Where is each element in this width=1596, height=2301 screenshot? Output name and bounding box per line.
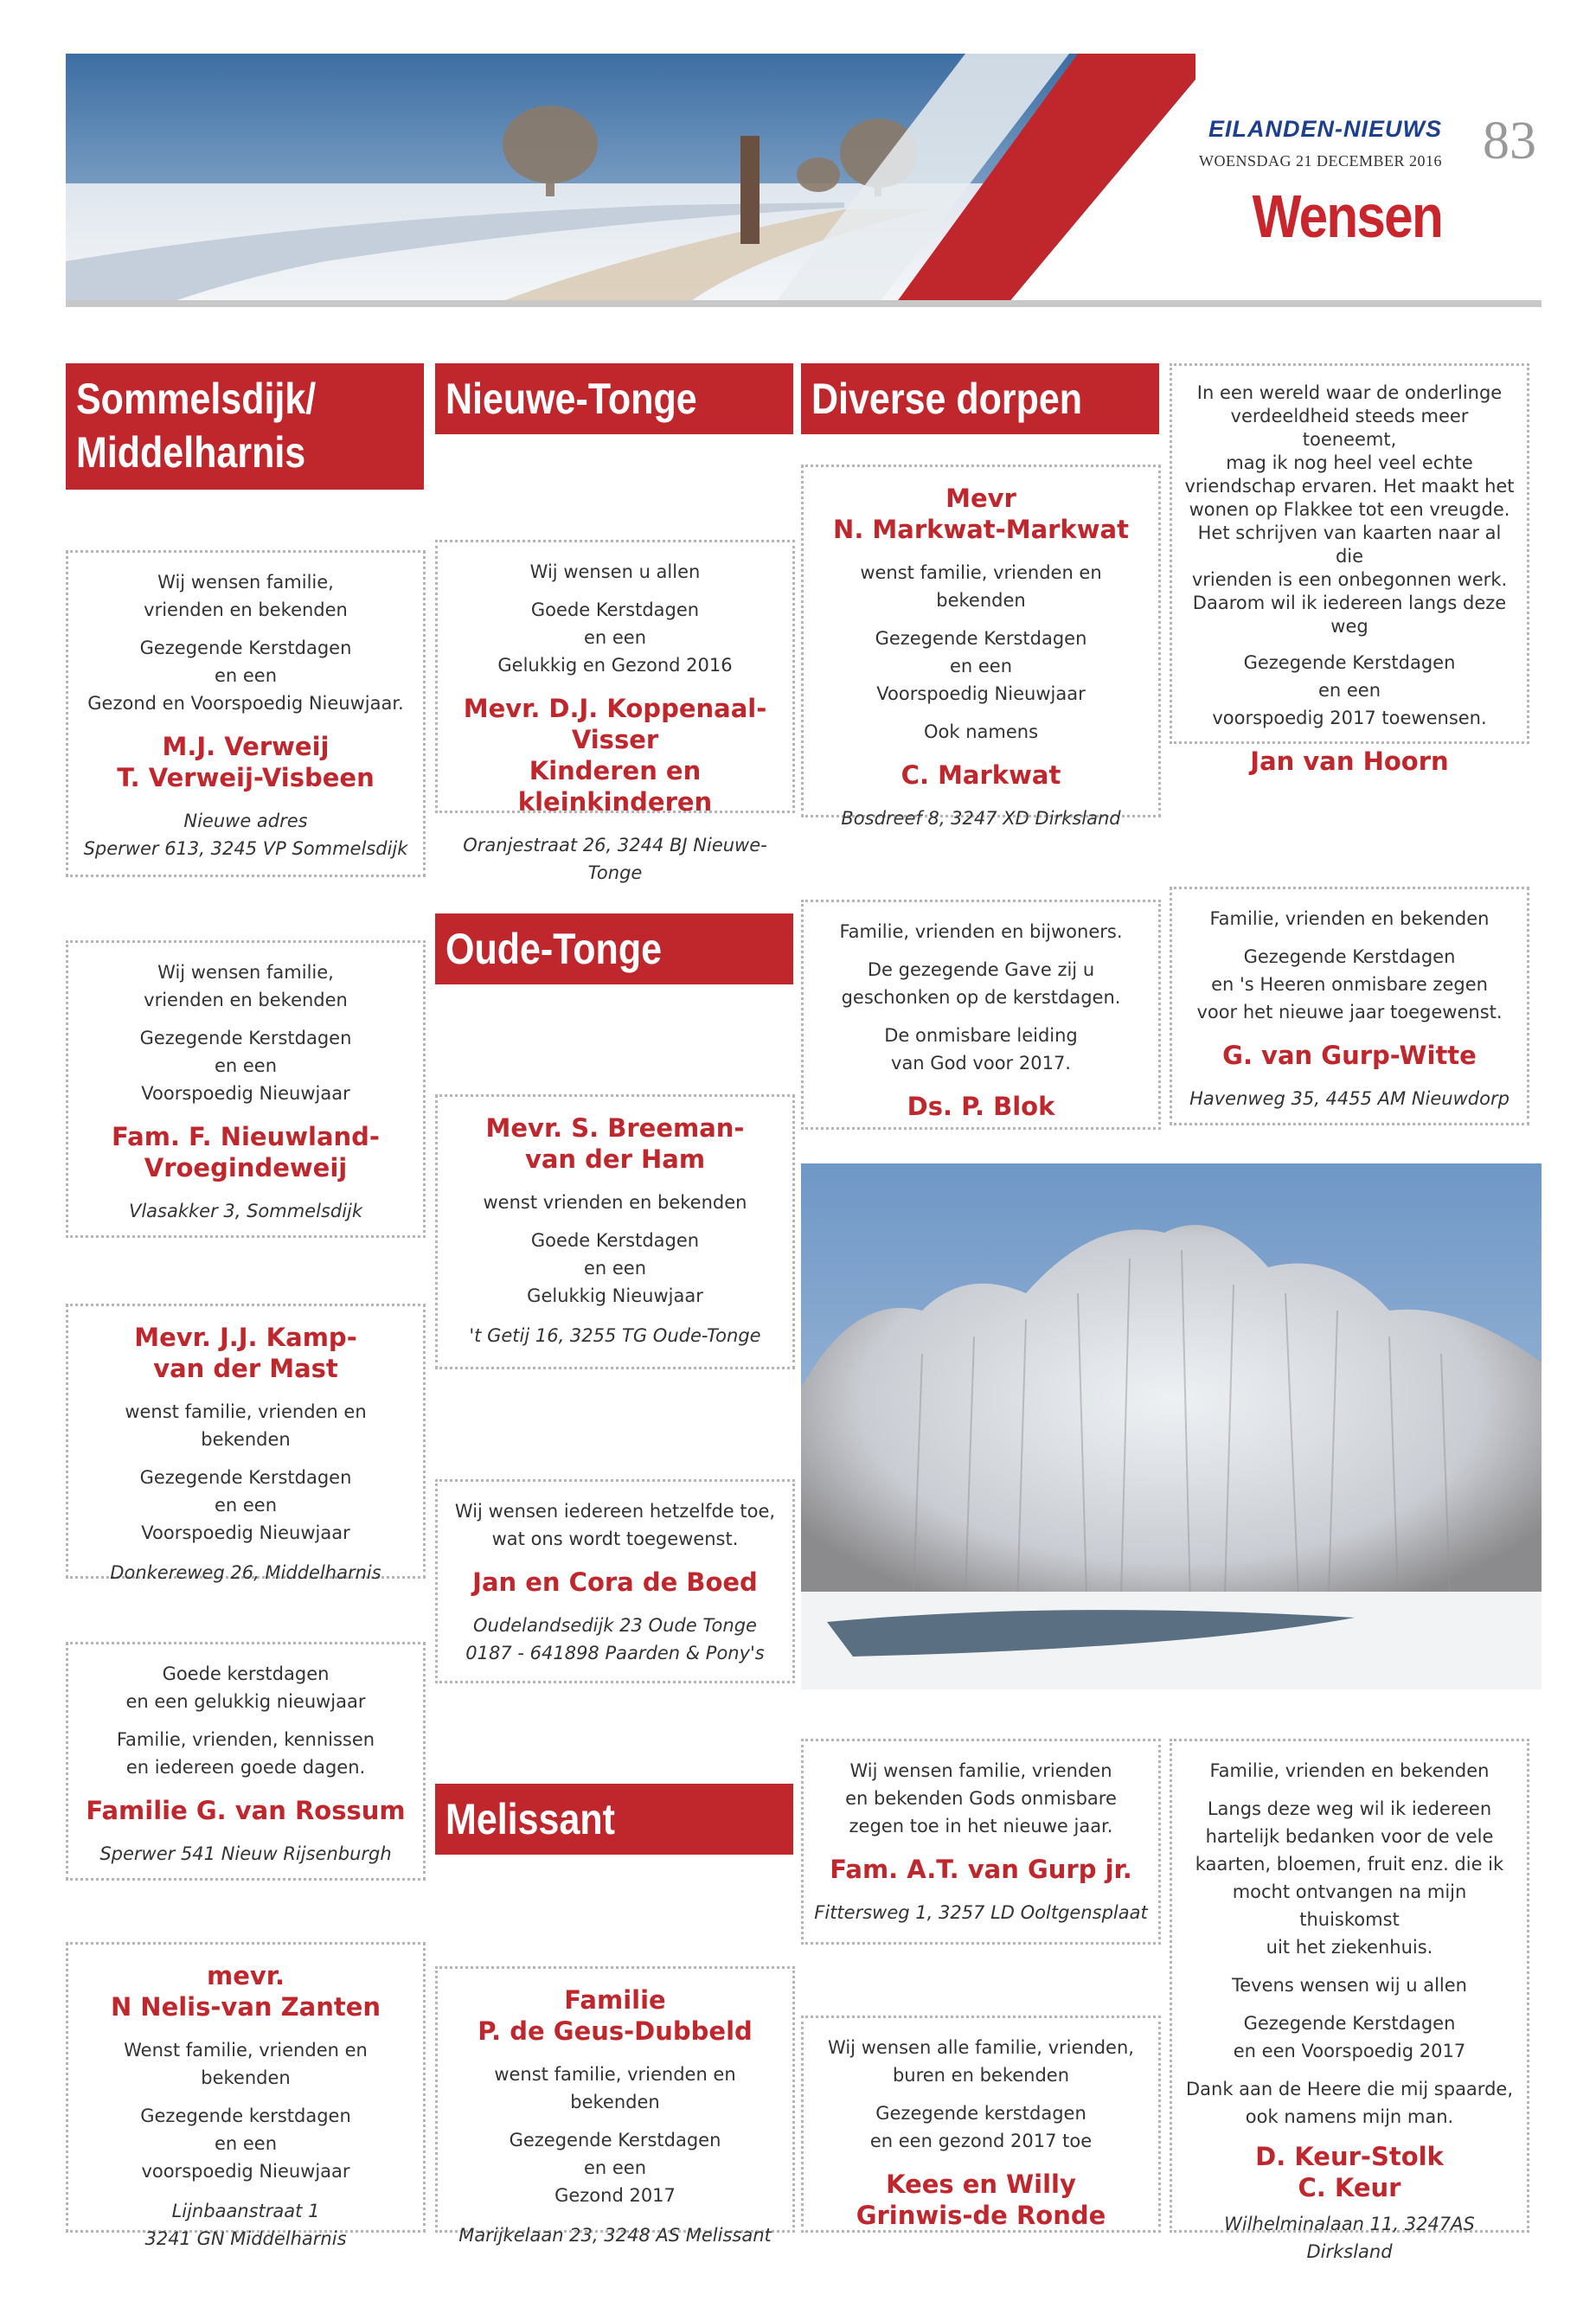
ad-sender-name: Mevr. D.J. Koppenaal-Visser Kinderen en kleinkinderen bbox=[463, 694, 767, 817]
ad-text: Gezegende kerstdagen en een gezond 2017 toe bbox=[869, 2103, 1093, 2151]
ad-text: Goede Kerstdagen en een Gelukkig en Gezond 2016 bbox=[497, 599, 733, 676]
ad-text: Wij wensen iedereen hetzelfde toe, wat ons wordt toegewenst. bbox=[454, 1501, 776, 1549]
greeting-ad-koppenaal bbox=[435, 540, 795, 883]
header-banner-photo bbox=[66, 54, 1195, 303]
greeting-ad-van-hoorn bbox=[1170, 363, 1529, 776]
greeting-ad-van-gurp-jr bbox=[801, 1739, 1161, 1945]
ad-text: Gezegende Kerstdagen en een Voorspoedig Nieuwjaar bbox=[139, 1028, 352, 1104]
ad-address: Oranjestraat 26, 3244 BJ Nieuwe-Tonge bbox=[463, 835, 767, 883]
ad-text: Gezegende Kerstdagen en 's Heeren onmisbare zegen voor het nieuwe jaar toegewenst. bbox=[1196, 946, 1503, 1022]
ad-text: Wij wensen u allen bbox=[529, 561, 701, 582]
ad-sender-name: Mevr. S. Breeman- van der Ham bbox=[485, 1113, 745, 1174]
ad-sender-name: Jan en Cora de Boed bbox=[472, 1567, 758, 1597]
ad-address: Sperwer 541 Nieuw Rijsenburgh bbox=[99, 1843, 392, 1864]
ad-text: Wenst familie, vrienden en bekenden bbox=[124, 2040, 368, 2088]
ad-text: Gezegende Kerstdagen en een Gezond en Voorspoedig Nieuwjaar. bbox=[87, 638, 404, 714]
heading-melissant bbox=[435, 1784, 793, 1855]
ad-text: Gezegende Kerstdagen en een voorspoedig 2017 toewensen. bbox=[1212, 652, 1487, 728]
greeting-ad-nelis bbox=[66, 1942, 426, 2249]
ad-text: Gezegende Kerstdagen en een Voorspoedig 2017 bbox=[1233, 2013, 1466, 2061]
greeting-ad-nieuwland bbox=[66, 940, 426, 1238]
ad-sender-name: Fam. F. Nieuwland- Vroegindeweij bbox=[112, 1122, 380, 1183]
ad-sender-name: Mevr. J.J. Kamp- van der Mast bbox=[134, 1323, 357, 1383]
ad-text: Gezegende kerstdagen en een voorspoedig Nieuwjaar bbox=[140, 2106, 351, 2182]
frosted-willow-tree-photo bbox=[801, 1163, 1542, 1689]
ad-sender-name: C. Markwat bbox=[901, 760, 1061, 790]
heading-line-1: Oude-Tonge bbox=[445, 925, 663, 973]
greeting-ad-verweij bbox=[66, 550, 426, 877]
greeting-ad-van-rossum bbox=[66, 1642, 426, 1881]
ad-text: Ook namens bbox=[923, 721, 1039, 742]
winter-landscape-banner bbox=[66, 54, 1195, 303]
ad-text: In een wereld waar de onderlinge verdeeldheid steeds meer toeneemt, mag ik nog heel veel echte vriendschap ervaren. Het maakt het wonen op Flakkee tot een vreugde. Het schrijven van kaarten naar al die vrienden is een onbegonnen werk. Daarom wil ik iedereen langs deze weg bbox=[1184, 382, 1515, 637]
ad-sender-name: Mevr N. Markwat-Markwat bbox=[833, 484, 1129, 544]
ad-address: Nieuwe adres Sperwer 613, 3245 VP Sommelsdijk bbox=[83, 811, 408, 859]
header-rule bbox=[66, 300, 1542, 307]
greeting-ad-grinwis bbox=[801, 2016, 1161, 2233]
ad-text: Familie, vrienden, kennissen en iedereen goede dagen. bbox=[116, 1729, 375, 1778]
page-number: 83 bbox=[1483, 112, 1536, 170]
ad-sender-name: mevr. N Nelis-van Zanten bbox=[110, 1961, 381, 2022]
ad-text: Gezegende Kerstdagen en een Gezond 2017 bbox=[509, 2130, 721, 2206]
ad-text: Wij wensen familie, vrienden en bekenden bbox=[144, 962, 348, 1010]
section-title: Wensen bbox=[1252, 183, 1442, 250]
ad-sender-name: M.J. Verweij T. Verweij-Visbeen bbox=[117, 732, 375, 792]
ad-address: Oudelandsedijk 23 Oude Tonge 0187 - 641898 Paarden & Pony's bbox=[465, 1615, 765, 1663]
ad-text: Wij wensen familie, vrienden en bekenden Gods onmisbare zegen toe in het nieuwe jaar. bbox=[845, 1760, 1117, 1836]
greeting-ad-de-boed bbox=[435, 1479, 795, 1683]
ad-sender-name: Kees en Willy Grinwis-de Ronde bbox=[856, 2170, 1106, 2230]
ad-address: Lijnbaanstraat 1 3241 GN Middelharnis bbox=[144, 2201, 347, 2249]
heading-line-1: Nieuwe-Tonge bbox=[445, 375, 697, 423]
heading-nieuwe-tonge bbox=[435, 363, 793, 434]
heading-oude-tonge bbox=[435, 913, 793, 984]
ad-text: Goede kerstdagen en een gelukkig nieuwjaar bbox=[125, 1663, 366, 1712]
heading-sommelsdijk-middelharnis bbox=[66, 363, 424, 490]
heading-line-1: Melissant bbox=[445, 1795, 615, 1843]
greeting-ad-breeman bbox=[435, 1094, 795, 1369]
ad-address: Marijkelaan 23, 3248 AS Melissant bbox=[458, 2225, 772, 2246]
ad-address: Havenweg 35, 4455 AM Nieuwdorp bbox=[1189, 1088, 1509, 1109]
ad-text: Wij wensen alle familie, vrienden, buren en bekenden bbox=[828, 2037, 1134, 2086]
ad-text: wenst familie, vrienden en bekenden bbox=[494, 2064, 736, 2112]
greeting-ad-kamp bbox=[66, 1304, 426, 1583]
heading-line-2: Middelharnis bbox=[76, 428, 306, 477]
ad-text: De gezegende Gave zij u geschonken op de kerstdagen. bbox=[841, 959, 1121, 1008]
heading-line-1: Diverse dorpen bbox=[811, 375, 1083, 423]
willow-tree-image bbox=[801, 1163, 1542, 1689]
issue-date: WOENSDAG 21 DECEMBER 2016 bbox=[1199, 152, 1442, 170]
ad-text: De onmisbare leiding van God voor 2017. bbox=[884, 1025, 1078, 1074]
ad-text: Langs deze weg wil ik iedereen hartelijk bedanken voor de vele kaarten, bloemen, fruit enz. die ik mocht ontvangen na mijn thuiskomst uit het ziekenhuis. bbox=[1195, 1798, 1504, 1958]
ad-address: Donkereweg 26, Middelharnis bbox=[110, 1562, 381, 1583]
ad-sender-name: D. Keur-Stolk C. Keur bbox=[1255, 2142, 1444, 2202]
ad-text: wenst vrienden en bekenden bbox=[483, 1192, 747, 1213]
greeting-ad-de-geus bbox=[435, 1966, 795, 2246]
ad-text: wenst familie, vrienden en bekenden bbox=[860, 562, 1102, 611]
ad-text: Gezegende Kerstdagen en een Voorspoedig Nieuwjaar bbox=[875, 628, 1087, 704]
ad-address: Fittersweg 1, 3257 LD Ooltgensplaat bbox=[814, 1902, 1148, 1923]
greeting-ad-van-gurp-witte bbox=[1170, 887, 1529, 1125]
ad-address: Bosdreef 8, 3247 XD Dirksland bbox=[841, 808, 1121, 829]
ad-sender-name: Ds. P. Blok bbox=[907, 1092, 1055, 1121]
ad-address: Vlasakker 3, Sommelsdijk bbox=[128, 1201, 363, 1221]
ad-text: wenst familie, vrienden en bekenden bbox=[125, 1401, 367, 1450]
heading-diverse-dorpen bbox=[801, 363, 1159, 434]
ad-address: Wilhelminalaan 11, 3247AS Dirksland bbox=[1224, 2214, 1475, 2262]
ad-text: Familie, vrienden en bijwoners. bbox=[839, 921, 1123, 942]
greeting-ad-keur bbox=[1170, 1739, 1529, 2262]
ad-sender-name: Familie G. van Rossum bbox=[86, 1796, 406, 1825]
greeting-ad-markwat bbox=[801, 465, 1161, 829]
ad-text: Familie, vrienden en bekenden bbox=[1209, 1760, 1490, 1781]
ad-text: Gezegende Kerstdagen en een Voorspoedig Nieuwjaar bbox=[139, 1467, 352, 1543]
ad-text: Tevens wensen wij u allen bbox=[1232, 1975, 1467, 1996]
ad-sender-name: Familie P. de Geus-Dubbeld bbox=[478, 1985, 753, 2046]
ad-text: Wij wensen familie, vrienden en bekenden bbox=[144, 572, 348, 620]
heading-line-1: Sommelsdijk/ bbox=[76, 375, 317, 423]
ad-sender-name: Jan van Hoorn bbox=[1250, 747, 1449, 776]
ad-address: 't Getij 16, 3255 TG Oude-Tonge bbox=[469, 1325, 761, 1346]
ad-sender-name: G. van Gurp-Witte bbox=[1222, 1041, 1477, 1070]
ad-sender-name: Fam. A.T. van Gurp jr. bbox=[830, 1855, 1132, 1884]
newspaper-brand: EILANDEN-NIEUWS bbox=[1208, 116, 1442, 142]
greeting-ad-blok bbox=[801, 900, 1161, 1130]
ad-text: Dank aan de Heere die mij spaarde, ook namens mijn man. bbox=[1186, 2079, 1513, 2127]
ad-text: Familie, vrienden en bekenden bbox=[1209, 908, 1490, 929]
ad-text: Goede Kerstdagen en een Gelukkig Nieuwjaar bbox=[527, 1230, 703, 1306]
